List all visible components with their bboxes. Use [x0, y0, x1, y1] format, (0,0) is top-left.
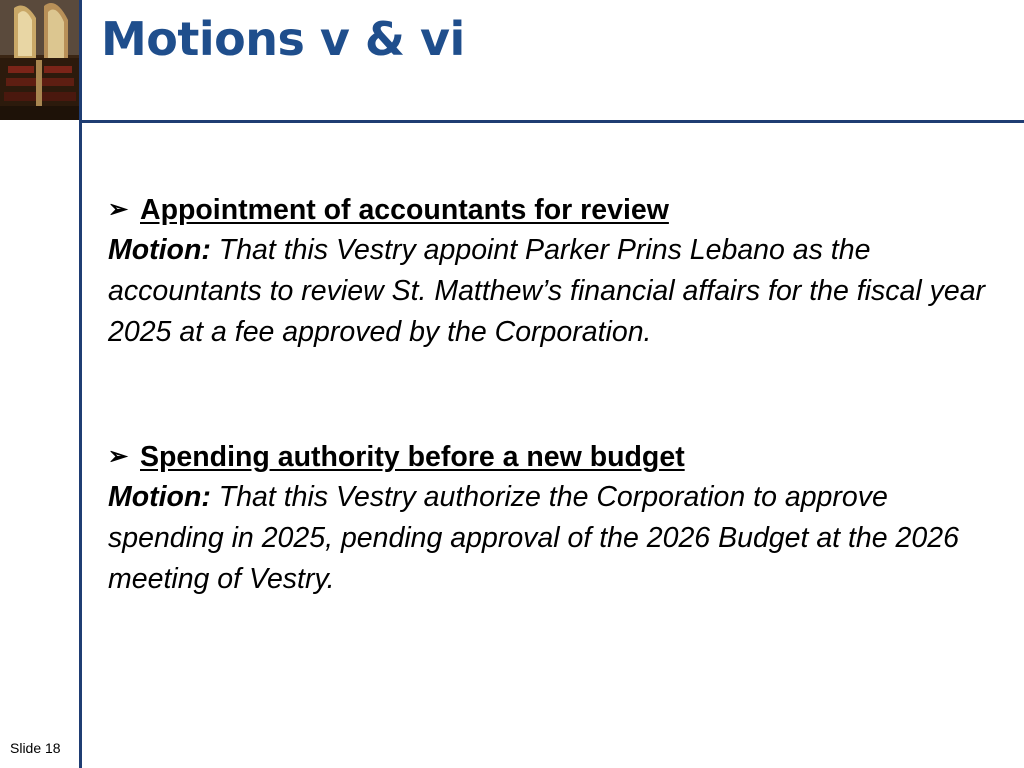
slide-content	[108, 190, 988, 600]
motion-text: That this Vestry appoint Parker Prins Lebano as the accountants to review St. Matthew’s financial affairs for the fiscal year 2025 at a fee approved by the Corporation.	[108, 234, 986, 348]
title-underline-divider	[79, 120, 1024, 123]
motion-label: Motion:	[108, 234, 211, 266]
church-interior-photo	[0, 0, 79, 120]
motion-heading-row	[108, 190, 988, 230]
motion-paragraph	[108, 230, 988, 353]
motion-heading: Appointment of accountants for review	[140, 194, 669, 226]
arrow-bullet-icon: ➢	[108, 196, 129, 223]
motion-label: Motion:	[108, 481, 211, 513]
vertical-divider	[79, 0, 82, 768]
motion-item	[108, 190, 988, 353]
motion-heading-row	[108, 437, 988, 477]
motion-paragraph	[108, 477, 988, 600]
arrow-bullet-icon: ➢	[108, 443, 129, 470]
slide-title: Motions v & vi	[101, 12, 465, 66]
slide-number: Slide 18	[10, 740, 61, 756]
motion-item	[108, 437, 988, 600]
motion-text: That this Vestry authorize the Corporation to approve spending in 2025, pending approval of the 2026 Budget at the 2026 meeting of Vestry.	[108, 481, 959, 595]
motion-heading: Spending authority before a new budget	[140, 441, 685, 473]
